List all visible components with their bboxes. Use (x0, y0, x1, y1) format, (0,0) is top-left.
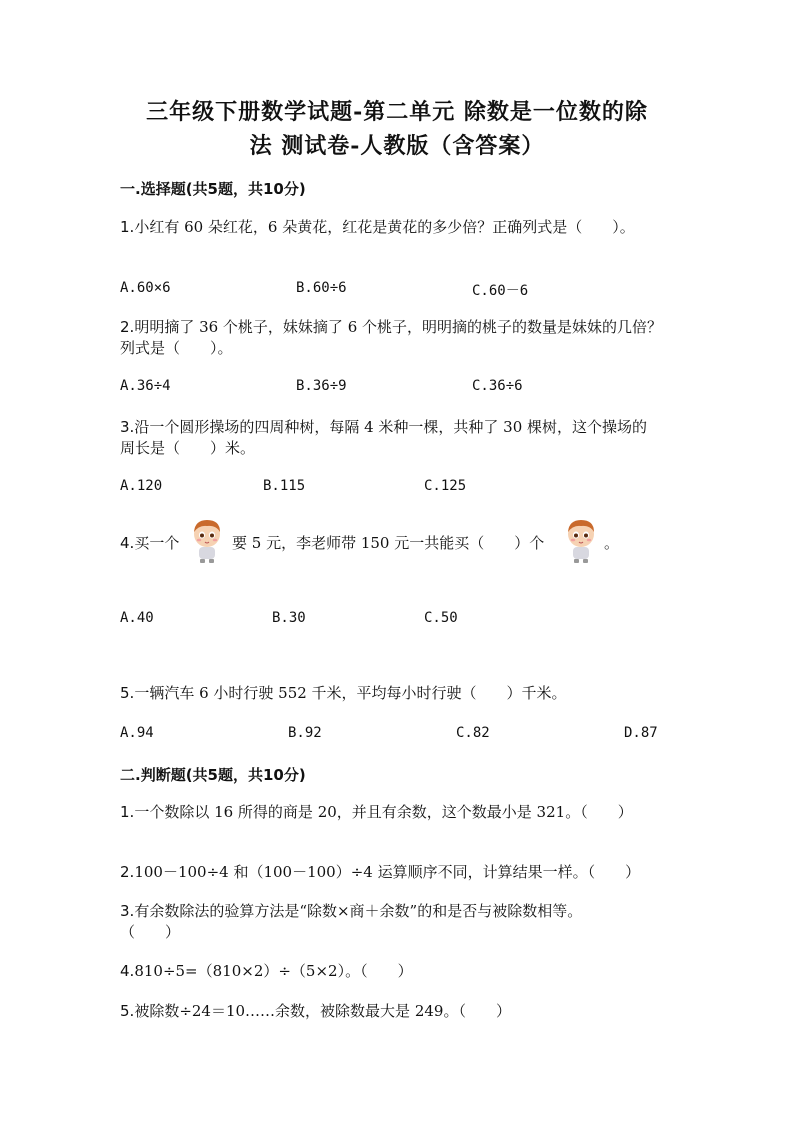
option-c: C.50 (424, 610, 458, 626)
question-number: 2. (120, 318, 135, 336)
question-text-line2: （ ） (120, 923, 181, 941)
question-number: 1. (120, 218, 135, 236)
choice-question-1 (120, 217, 690, 238)
question-text-line1: 沿一个圆形操场的四周种树，每隔 4 米种一棵，共种了 30 棵树，这个操场的 (134, 418, 648, 436)
choice-question-3 (120, 417, 690, 459)
option-a: A.120 (120, 478, 163, 494)
option-c: C.36÷6 (472, 378, 523, 394)
judge-question-2 (120, 862, 690, 883)
question-text-line2: 周长是（ ）米。 (120, 439, 256, 457)
choice-question-2 (120, 317, 690, 359)
option-c: C.125 (424, 478, 467, 494)
option-a: A.60×6 (120, 280, 171, 296)
option-b: B.115 (263, 478, 306, 494)
question-text: 100－100÷4 和（100－100）÷4 运算顺序不同，计算结果一样。（ ） (134, 863, 641, 881)
option-b: B.36÷9 (296, 378, 347, 394)
question-number: 4. (120, 534, 135, 552)
boy-doll-icon (564, 518, 598, 564)
option-b: B.60÷6 (296, 280, 347, 296)
section-heading-choice: 一.选择题(共5题，共10分) (120, 180, 306, 198)
option-d: D.87 (624, 725, 658, 741)
question-text-part3: 。 (604, 534, 620, 552)
section-heading-judge: 二.判断题(共5题，共10分) (120, 766, 306, 784)
boy-doll-icon (190, 518, 224, 564)
option-a: A.36÷4 (120, 378, 171, 394)
question-text: 被除数÷24＝10……余数，被除数最大是 249。（ ） (134, 1002, 511, 1020)
judge-question-5 (120, 1001, 690, 1022)
page-title-line1: 三年级下册数学试题-第二单元 除数是一位数的除 (146, 99, 648, 125)
question-number: 5. (120, 1002, 135, 1020)
page-title-line2: 法 测试卷-人教版（含答案） (249, 133, 545, 159)
question-number: 3. (120, 902, 135, 920)
question-text-line2: 列式是（ ）。 (120, 339, 233, 357)
option-c: C.82 (456, 725, 490, 741)
judge-question-3 (120, 901, 690, 943)
question-text-line1: 有余数除法的验算方法是“除数×商＋余数”的和是否与被除数相等。 (134, 902, 583, 920)
question-text-line1: 明明摘了 36 个桃子，妹妹摘了 6 个桃子，明明摘的桃子的数量是妹妹的几倍？ (134, 318, 663, 336)
question-number: 1. (120, 803, 135, 821)
option-a: A.40 (120, 610, 154, 626)
option-c: C.60－6 (472, 283, 529, 299)
question-text: 810÷5=（810×2）÷（5×2）。（ ） (134, 962, 413, 980)
question-number: 3. (120, 418, 135, 436)
question-text: 一辆汽车 6 小时行驶 552 千米，平均每小时行驶（ ）千米。 (134, 684, 567, 702)
question-text-part1: 买一个 (134, 534, 180, 552)
question-number: 2. (120, 863, 135, 881)
option-a: A.94 (120, 725, 154, 741)
choice-question-5 (120, 683, 690, 704)
option-b: B.30 (272, 610, 306, 626)
question-text: 一个数除以 16 所得的商是 20，并且有余数，这个数最小是 321。（ ） (134, 803, 633, 821)
question-number: 4. (120, 962, 135, 980)
question-text-part2: 要 5 元，李老师带 150 元一共能买（ ）个 (232, 534, 545, 552)
question-text: 小红有 60 朵红花，6 朵黄花，红花是黄花的多少倍？正确列式是（ ）。 (134, 218, 635, 236)
judge-question-4 (120, 961, 690, 982)
judge-question-1 (120, 802, 690, 823)
question-number: 5. (120, 684, 135, 702)
option-b: B.92 (288, 725, 322, 741)
